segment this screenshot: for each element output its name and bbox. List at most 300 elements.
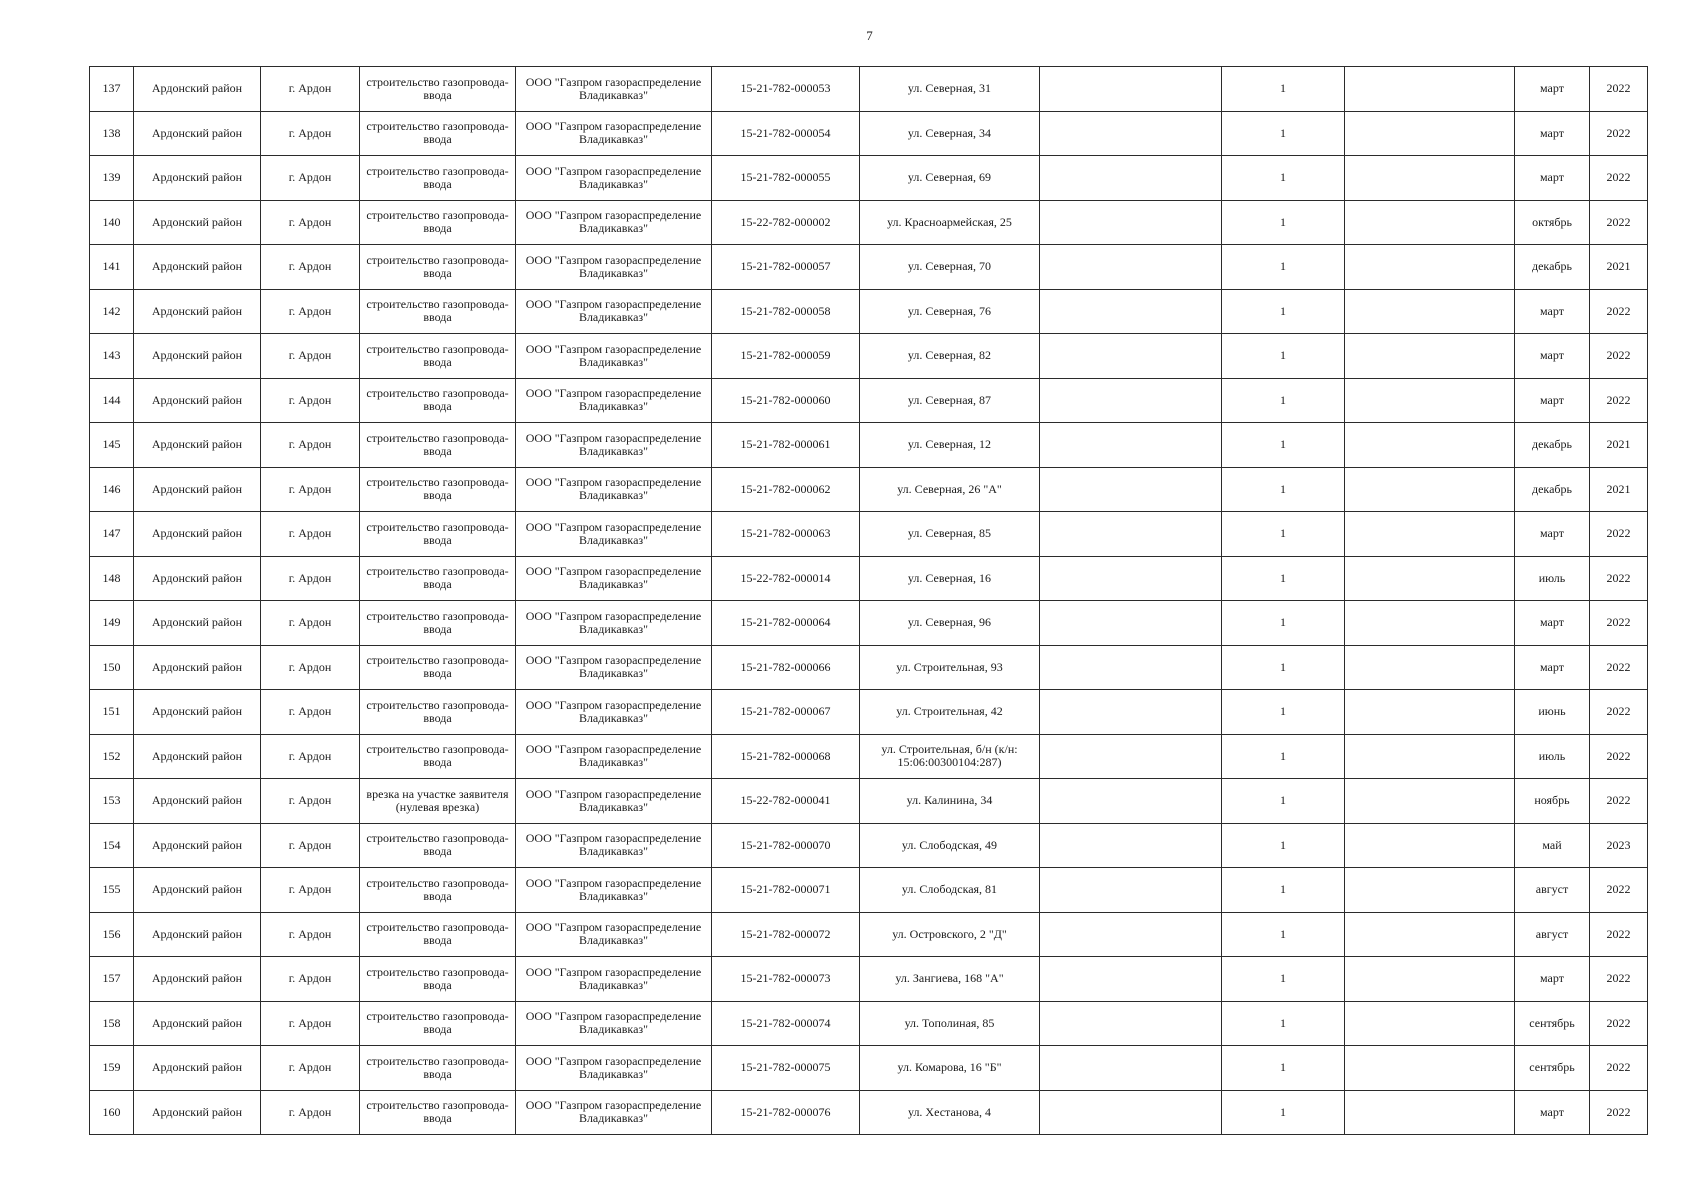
- organization-cell: ООО "Газпром газораспределение Владикавказ": [516, 67, 712, 112]
- application-number-cell: 15-21-782-000063: [712, 512, 860, 557]
- district-cell: Ардонский район: [134, 1001, 261, 1046]
- table-row: [90, 957, 1648, 1002]
- district-cell: Ардонский район: [134, 645, 261, 690]
- table-row: [90, 912, 1648, 957]
- work-type-cell: строительство газопровода-ввода: [360, 868, 516, 913]
- organization-cell: ООО "Газпром газораспределение Владикавказ": [516, 111, 712, 156]
- empty-cell: [1345, 556, 1515, 601]
- empty-cell: [1040, 378, 1222, 423]
- table-row: [90, 289, 1648, 334]
- year-cell: 2022: [1590, 156, 1648, 201]
- application-number-cell: 15-21-782-000072: [712, 912, 860, 957]
- work-type-cell: строительство газопровода-ввода: [360, 334, 516, 379]
- address-cell: ул. Тополиная, 85: [860, 1001, 1040, 1046]
- table-row: [90, 556, 1648, 601]
- application-number-cell: 15-22-782-000002: [712, 200, 860, 245]
- application-number-cell: 15-21-782-000060: [712, 378, 860, 423]
- year-cell: 2022: [1590, 378, 1648, 423]
- month-cell: август: [1515, 912, 1590, 957]
- year-cell: 2022: [1590, 1090, 1648, 1135]
- empty-cell: [1345, 957, 1515, 1002]
- district-cell: Ардонский район: [134, 823, 261, 868]
- table-row: [90, 1090, 1648, 1135]
- year-cell: 2022: [1590, 556, 1648, 601]
- empty-cell: [1040, 512, 1222, 557]
- address-cell: ул. Строительная, б/н (к/н: 15:06:00300104:287): [860, 734, 1040, 779]
- table-row: [90, 156, 1648, 201]
- city-cell: г. Ардон: [261, 156, 360, 201]
- district-cell: Ардонский район: [134, 111, 261, 156]
- quantity-cell: 1: [1222, 1046, 1345, 1091]
- city-cell: г. Ардон: [261, 1090, 360, 1135]
- empty-cell: [1040, 734, 1222, 779]
- table-row: [90, 734, 1648, 779]
- application-number-cell: 15-21-782-000073: [712, 957, 860, 1002]
- address-cell: ул. Северная, 87: [860, 378, 1040, 423]
- empty-cell: [1040, 156, 1222, 201]
- district-cell: Ардонский район: [134, 1090, 261, 1135]
- year-cell: 2022: [1590, 690, 1648, 735]
- year-cell: 2022: [1590, 868, 1648, 913]
- city-cell: г. Ардон: [261, 823, 360, 868]
- address-cell: ул. Северная, 31: [860, 67, 1040, 112]
- address-cell: ул. Хестанова, 4: [860, 1090, 1040, 1135]
- work-type-cell: строительство газопровода-ввода: [360, 378, 516, 423]
- empty-cell: [1345, 245, 1515, 290]
- month-cell: март: [1515, 156, 1590, 201]
- month-cell: март: [1515, 334, 1590, 379]
- district-cell: Ардонский район: [134, 512, 261, 557]
- empty-cell: [1040, 645, 1222, 690]
- address-cell: ул. Северная, 34: [860, 111, 1040, 156]
- empty-cell: [1040, 245, 1222, 290]
- month-cell: март: [1515, 289, 1590, 334]
- row-number-cell: 139: [90, 156, 134, 201]
- application-number-cell: 15-22-782-000014: [712, 556, 860, 601]
- work-type-cell: строительство газопровода-ввода: [360, 645, 516, 690]
- empty-cell: [1345, 67, 1515, 112]
- month-cell: март: [1515, 645, 1590, 690]
- table-row: [90, 779, 1648, 824]
- month-cell: март: [1515, 512, 1590, 557]
- year-cell: 2021: [1590, 423, 1648, 468]
- month-cell: март: [1515, 601, 1590, 646]
- city-cell: г. Ардон: [261, 378, 360, 423]
- address-cell: ул. Северная, 96: [860, 601, 1040, 646]
- district-cell: Ардонский район: [134, 1046, 261, 1091]
- quantity-cell: 1: [1222, 690, 1345, 735]
- application-number-cell: 15-21-782-000062: [712, 467, 860, 512]
- row-number-cell: 156: [90, 912, 134, 957]
- year-cell: 2022: [1590, 512, 1648, 557]
- year-cell: 2022: [1590, 601, 1648, 646]
- quantity-cell: 1: [1222, 423, 1345, 468]
- year-cell: 2021: [1590, 245, 1648, 290]
- address-cell: ул. Северная, 26 "А": [860, 467, 1040, 512]
- organization-cell: ООО "Газпром газораспределение Владикавказ": [516, 868, 712, 913]
- year-cell: 2021: [1590, 467, 1648, 512]
- work-type-cell: строительство газопровода-ввода: [360, 1090, 516, 1135]
- district-cell: Ардонский район: [134, 690, 261, 735]
- empty-cell: [1040, 334, 1222, 379]
- address-cell: ул. Зангиева, 168 "А": [860, 957, 1040, 1002]
- organization-cell: ООО "Газпром газораспределение Владикавказ": [516, 334, 712, 379]
- address-cell: ул. Северная, 16: [860, 556, 1040, 601]
- organization-cell: ООО "Газпром газораспределение Владикавказ": [516, 1046, 712, 1091]
- organization-cell: ООО "Газпром газораспределение Владикавказ": [516, 912, 712, 957]
- quantity-cell: 1: [1222, 289, 1345, 334]
- year-cell: 2022: [1590, 1001, 1648, 1046]
- work-type-cell: строительство газопровода-ввода: [360, 912, 516, 957]
- city-cell: г. Ардон: [261, 912, 360, 957]
- organization-cell: ООО "Газпром газораспределение Владикавказ": [516, 467, 712, 512]
- work-type-cell: строительство газопровода-ввода: [360, 1046, 516, 1091]
- row-number-cell: 151: [90, 690, 134, 735]
- empty-cell: [1345, 200, 1515, 245]
- row-number-cell: 158: [90, 1001, 134, 1046]
- application-number-cell: 15-21-782-000070: [712, 823, 860, 868]
- address-cell: ул. Слободская, 81: [860, 868, 1040, 913]
- empty-cell: [1040, 1046, 1222, 1091]
- empty-cell: [1040, 912, 1222, 957]
- application-number-cell: 15-21-782-000058: [712, 289, 860, 334]
- month-cell: август: [1515, 868, 1590, 913]
- empty-cell: [1345, 334, 1515, 379]
- application-number-cell: 15-21-782-000057: [712, 245, 860, 290]
- empty-cell: [1040, 111, 1222, 156]
- month-cell: март: [1515, 111, 1590, 156]
- organization-cell: ООО "Газпром газораспределение Владикавказ": [516, 601, 712, 646]
- month-cell: октябрь: [1515, 200, 1590, 245]
- address-cell: ул. Островского, 2 "Д": [860, 912, 1040, 957]
- year-cell: 2022: [1590, 957, 1648, 1002]
- empty-cell: [1345, 467, 1515, 512]
- table-row: [90, 823, 1648, 868]
- work-type-cell: строительство газопровода-ввода: [360, 156, 516, 201]
- city-cell: г. Ардон: [261, 734, 360, 779]
- quantity-cell: 1: [1222, 868, 1345, 913]
- district-cell: Ардонский район: [134, 734, 261, 779]
- city-cell: г. Ардон: [261, 556, 360, 601]
- district-cell: Ардонский район: [134, 601, 261, 646]
- city-cell: г. Ардон: [261, 111, 360, 156]
- district-cell: Ардонский район: [134, 156, 261, 201]
- empty-cell: [1345, 1046, 1515, 1091]
- empty-cell: [1040, 868, 1222, 913]
- row-number-cell: 141: [90, 245, 134, 290]
- city-cell: г. Ардон: [261, 467, 360, 512]
- district-cell: Ардонский район: [134, 912, 261, 957]
- application-number-cell: 15-21-782-000059: [712, 334, 860, 379]
- address-cell: ул. Северная, 70: [860, 245, 1040, 290]
- quantity-cell: 1: [1222, 467, 1345, 512]
- organization-cell: ООО "Газпром газораспределение Владикавказ": [516, 690, 712, 735]
- organization-cell: ООО "Газпром газораспределение Владикавказ": [516, 512, 712, 557]
- application-number-cell: 15-21-782-000076: [712, 1090, 860, 1135]
- work-type-cell: строительство газопровода-ввода: [360, 289, 516, 334]
- empty-cell: [1345, 823, 1515, 868]
- address-cell: ул. Слободская, 49: [860, 823, 1040, 868]
- city-cell: г. Ардон: [261, 423, 360, 468]
- row-number-cell: 155: [90, 868, 134, 913]
- row-number-cell: 147: [90, 512, 134, 557]
- city-cell: г. Ардон: [261, 957, 360, 1002]
- address-cell: ул. Северная, 69: [860, 156, 1040, 201]
- work-type-cell: строительство газопровода-ввода: [360, 556, 516, 601]
- empty-cell: [1345, 156, 1515, 201]
- empty-cell: [1345, 1001, 1515, 1046]
- empty-cell: [1345, 289, 1515, 334]
- city-cell: г. Ардон: [261, 645, 360, 690]
- empty-cell: [1345, 378, 1515, 423]
- table-row: [90, 601, 1648, 646]
- row-number-cell: 146: [90, 467, 134, 512]
- organization-cell: ООО "Газпром газораспределение Владикавказ": [516, 823, 712, 868]
- application-number-cell: 15-21-782-000061: [712, 423, 860, 468]
- empty-cell: [1345, 734, 1515, 779]
- application-number-cell: 15-21-782-000066: [712, 645, 860, 690]
- month-cell: ноябрь: [1515, 779, 1590, 824]
- application-number-cell: 15-21-782-000067: [712, 690, 860, 735]
- empty-cell: [1345, 111, 1515, 156]
- work-type-cell: строительство газопровода-ввода: [360, 245, 516, 290]
- district-cell: Ардонский район: [134, 334, 261, 379]
- organization-cell: ООО "Газпром газораспределение Владикавказ": [516, 957, 712, 1002]
- work-type-cell: строительство газопровода-ввода: [360, 512, 516, 557]
- table-row: [90, 868, 1648, 913]
- city-cell: г. Ардон: [261, 868, 360, 913]
- table-row: [90, 467, 1648, 512]
- month-cell: сентябрь: [1515, 1001, 1590, 1046]
- month-cell: июнь: [1515, 690, 1590, 735]
- quantity-cell: 1: [1222, 734, 1345, 779]
- year-cell: 2022: [1590, 289, 1648, 334]
- work-type-cell: строительство газопровода-ввода: [360, 690, 516, 735]
- district-cell: Ардонский район: [134, 423, 261, 468]
- city-cell: г. Ардон: [261, 512, 360, 557]
- work-type-cell: строительство газопровода-ввода: [360, 67, 516, 112]
- year-cell: 2022: [1590, 200, 1648, 245]
- row-number-cell: 154: [90, 823, 134, 868]
- organization-cell: ООО "Газпром газораспределение Владикавказ": [516, 378, 712, 423]
- quantity-cell: 1: [1222, 1001, 1345, 1046]
- organization-cell: ООО "Газпром газораспределение Владикавказ": [516, 734, 712, 779]
- quantity-cell: 1: [1222, 512, 1345, 557]
- table-row: [90, 690, 1648, 735]
- empty-cell: [1345, 868, 1515, 913]
- row-number-cell: 152: [90, 734, 134, 779]
- year-cell: 2022: [1590, 334, 1648, 379]
- table-row: [90, 645, 1648, 690]
- application-number-cell: 15-22-782-000041: [712, 779, 860, 824]
- month-cell: декабрь: [1515, 423, 1590, 468]
- empty-cell: [1345, 645, 1515, 690]
- empty-cell: [1345, 423, 1515, 468]
- district-cell: Ардонский район: [134, 779, 261, 824]
- quantity-cell: 1: [1222, 912, 1345, 957]
- year-cell: 2022: [1590, 645, 1648, 690]
- organization-cell: ООО "Газпром газораспределение Владикавказ": [516, 245, 712, 290]
- table-row: [90, 1046, 1648, 1091]
- application-number-cell: 15-21-782-000068: [712, 734, 860, 779]
- row-number-cell: 142: [90, 289, 134, 334]
- quantity-cell: 1: [1222, 200, 1345, 245]
- quantity-cell: 1: [1222, 957, 1345, 1002]
- gasification-table: [89, 66, 1648, 1135]
- month-cell: декабрь: [1515, 245, 1590, 290]
- district-cell: Ардонский район: [134, 467, 261, 512]
- work-type-cell: строительство газопровода-ввода: [360, 423, 516, 468]
- city-cell: г. Ардон: [261, 690, 360, 735]
- address-cell: ул. Северная, 85: [860, 512, 1040, 557]
- organization-cell: ООО "Газпром газораспределение Владикавказ": [516, 645, 712, 690]
- month-cell: сентябрь: [1515, 1046, 1590, 1091]
- table-body: [90, 67, 1648, 1135]
- row-number-cell: 144: [90, 378, 134, 423]
- table-row: [90, 423, 1648, 468]
- empty-cell: [1040, 690, 1222, 735]
- table-row: [90, 111, 1648, 156]
- work-type-cell: строительство газопровода-ввода: [360, 467, 516, 512]
- table-row: [90, 200, 1648, 245]
- application-number-cell: 15-21-782-000074: [712, 1001, 860, 1046]
- address-cell: ул. Северная, 82: [860, 334, 1040, 379]
- empty-cell: [1040, 601, 1222, 646]
- empty-cell: [1040, 200, 1222, 245]
- district-cell: Ардонский район: [134, 245, 261, 290]
- row-number-cell: 148: [90, 556, 134, 601]
- city-cell: г. Ардон: [261, 67, 360, 112]
- district-cell: Ардонский район: [134, 67, 261, 112]
- city-cell: г. Ардон: [261, 1046, 360, 1091]
- work-type-cell: строительство газопровода-ввода: [360, 200, 516, 245]
- organization-cell: ООО "Газпром газораспределение Владикавказ": [516, 1090, 712, 1135]
- year-cell: 2022: [1590, 912, 1648, 957]
- table-row: [90, 1001, 1648, 1046]
- table-row: [90, 67, 1648, 112]
- quantity-cell: 1: [1222, 645, 1345, 690]
- quantity-cell: 1: [1222, 823, 1345, 868]
- application-number-cell: 15-21-782-000055: [712, 156, 860, 201]
- empty-cell: [1345, 1090, 1515, 1135]
- empty-cell: [1040, 289, 1222, 334]
- application-number-cell: 15-21-782-000075: [712, 1046, 860, 1091]
- month-cell: май: [1515, 823, 1590, 868]
- address-cell: ул. Северная, 76: [860, 289, 1040, 334]
- district-cell: Ардонский район: [134, 556, 261, 601]
- work-type-cell: строительство газопровода-ввода: [360, 111, 516, 156]
- work-type-cell: врезка на участке заявителя (нулевая врезка): [360, 779, 516, 824]
- quantity-cell: 1: [1222, 334, 1345, 379]
- organization-cell: ООО "Газпром газораспределение Владикавказ": [516, 289, 712, 334]
- city-cell: г. Ардон: [261, 245, 360, 290]
- quantity-cell: 1: [1222, 779, 1345, 824]
- table-row: [90, 245, 1648, 290]
- empty-cell: [1345, 512, 1515, 557]
- month-cell: март: [1515, 378, 1590, 423]
- application-number-cell: 15-21-782-000053: [712, 67, 860, 112]
- row-number-cell: 160: [90, 1090, 134, 1135]
- row-number-cell: 159: [90, 1046, 134, 1091]
- month-cell: июль: [1515, 556, 1590, 601]
- page-number: 7: [866, 28, 873, 43]
- city-cell: г. Ардон: [261, 779, 360, 824]
- district-cell: Ардонский район: [134, 200, 261, 245]
- city-cell: г. Ардон: [261, 601, 360, 646]
- year-cell: 2022: [1590, 779, 1648, 824]
- quantity-cell: 1: [1222, 378, 1345, 423]
- organization-cell: ООО "Газпром газораспределение Владикавказ": [516, 779, 712, 824]
- quantity-cell: 1: [1222, 556, 1345, 601]
- application-number-cell: 15-21-782-000054: [712, 111, 860, 156]
- quantity-cell: 1: [1222, 245, 1345, 290]
- application-number-cell: 15-21-782-000071: [712, 868, 860, 913]
- address-cell: ул. Строительная, 93: [860, 645, 1040, 690]
- address-cell: ул. Калинина, 34: [860, 779, 1040, 824]
- address-cell: ул. Красноармейская, 25: [860, 200, 1040, 245]
- city-cell: г. Ардон: [261, 334, 360, 379]
- organization-cell: ООО "Газпром газораспределение Владикавказ": [516, 423, 712, 468]
- quantity-cell: 1: [1222, 601, 1345, 646]
- organization-cell: ООО "Газпром газораспределение Владикавказ": [516, 156, 712, 201]
- year-cell: 2023: [1590, 823, 1648, 868]
- row-number-cell: 143: [90, 334, 134, 379]
- year-cell: 2022: [1590, 67, 1648, 112]
- empty-cell: [1040, 1090, 1222, 1135]
- row-number-cell: 149: [90, 601, 134, 646]
- empty-cell: [1040, 67, 1222, 112]
- empty-cell: [1040, 556, 1222, 601]
- table-row: [90, 334, 1648, 379]
- empty-cell: [1040, 467, 1222, 512]
- city-cell: г. Ардон: [261, 1001, 360, 1046]
- quantity-cell: 1: [1222, 67, 1345, 112]
- city-cell: г. Ардон: [261, 200, 360, 245]
- table-row: [90, 378, 1648, 423]
- quantity-cell: 1: [1222, 111, 1345, 156]
- organization-cell: ООО "Газпром газораспределение Владикавказ": [516, 556, 712, 601]
- quantity-cell: 1: [1222, 156, 1345, 201]
- district-cell: Ардонский район: [134, 868, 261, 913]
- empty-cell: [1040, 823, 1222, 868]
- year-cell: 2022: [1590, 1046, 1648, 1091]
- empty-cell: [1345, 779, 1515, 824]
- month-cell: март: [1515, 1090, 1590, 1135]
- work-type-cell: строительство газопровода-ввода: [360, 734, 516, 779]
- row-number-cell: 140: [90, 200, 134, 245]
- row-number-cell: 138: [90, 111, 134, 156]
- work-type-cell: строительство газопровода-ввода: [360, 601, 516, 646]
- district-cell: Ардонский район: [134, 289, 261, 334]
- table-row: [90, 512, 1648, 557]
- empty-cell: [1040, 779, 1222, 824]
- empty-cell: [1345, 912, 1515, 957]
- work-type-cell: строительство газопровода-ввода: [360, 1001, 516, 1046]
- address-cell: ул. Комарова, 16 "Б": [860, 1046, 1040, 1091]
- month-cell: март: [1515, 957, 1590, 1002]
- year-cell: 2022: [1590, 111, 1648, 156]
- row-number-cell: 145: [90, 423, 134, 468]
- row-number-cell: 153: [90, 779, 134, 824]
- empty-cell: [1040, 423, 1222, 468]
- row-number-cell: 137: [90, 67, 134, 112]
- district-cell: Ардонский район: [134, 378, 261, 423]
- month-cell: июль: [1515, 734, 1590, 779]
- quantity-cell: 1: [1222, 1090, 1345, 1135]
- work-type-cell: строительство газопровода-ввода: [360, 957, 516, 1002]
- address-cell: ул. Северная, 12: [860, 423, 1040, 468]
- application-number-cell: 15-21-782-000064: [712, 601, 860, 646]
